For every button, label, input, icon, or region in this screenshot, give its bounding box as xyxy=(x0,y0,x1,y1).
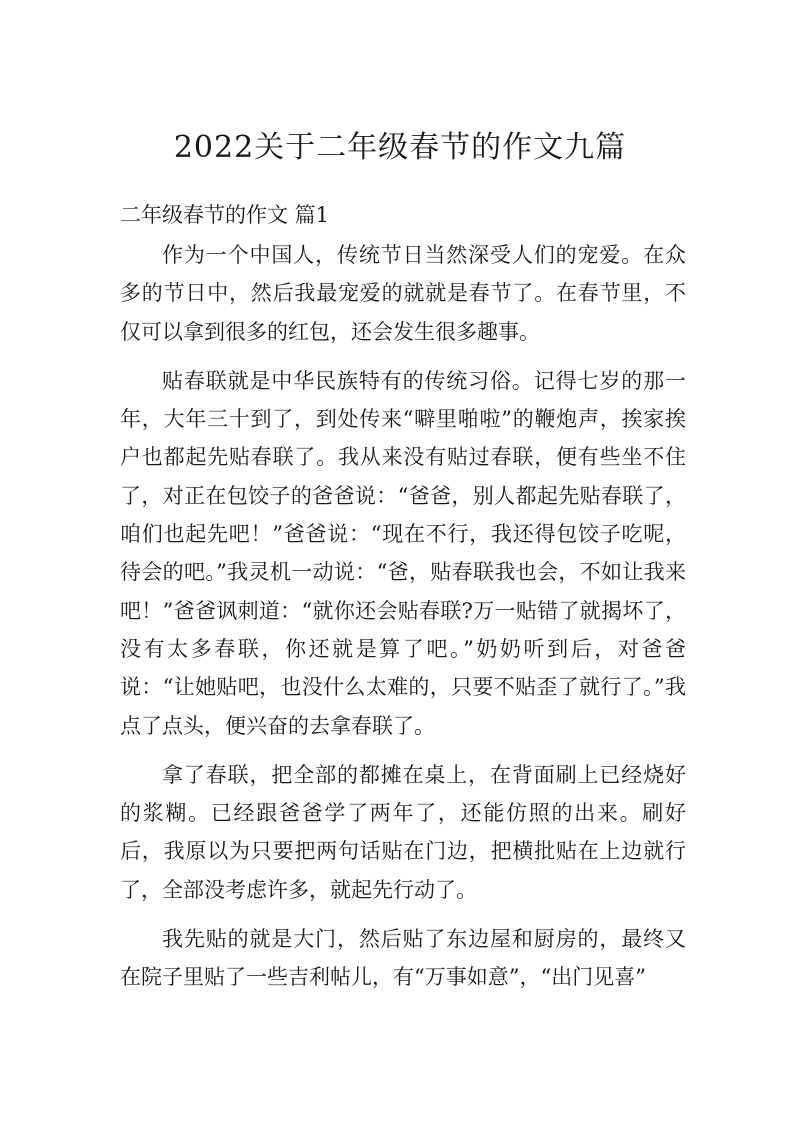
paragraph-3: 拿了春联，把全部的都摊在桌上，在背面刷上已经烧好的浆糊。已经跟爸爸学了两年了，还能仿照的出来。刷好后，我原以为只要把两句话贴在门边，把横批贴在上边就行了，全部没考虑许多，就起先行动了。 xyxy=(120,762,686,902)
paragraph-2: 贴春联就是中华民族特有的传统习俗。记得七岁的那一年，大年三十到了，到处传来“噼里啪啦”的鞭炮声，挨家挨户也都起先贴春联了。我从来没有贴过春联，便有些坐不住了，对正在包饺子的爸爸说：“爸爸，别人都起先贴春联了，咱们也起先吧！”爸爸说：“现在不行，我还得包饺子吃呢，待会的吧。”我灵机一动说：“爸，贴春联我也会，不如让我来吧！”爸爸讽刺道：“就你还会贴春联?万一贴错了就揭坏了，没有太多春联，你还就是算了吧。”奶奶听到后，对爸爸说：“让她贴吧，也没什么太难的，只要不贴歪了就行了。”我点了点头，便兴奋的去拿春联了。 xyxy=(120,368,686,738)
paragraph-4: 我先贴的就是大门，然后贴了东边屋和厨房的，最终又在院子里贴了一些吉利帖儿，有“万事如意”，“出门见喜” xyxy=(120,927,686,990)
section-heading: 二年级春节的作文 篇1 xyxy=(120,203,330,227)
document-body xyxy=(120,236,686,1008)
document-title: 2022关于二年级春节的作文九篇 xyxy=(173,130,627,165)
paragraph-1: 作为一个中国人，传统节日当然深受人们的宠爱。在众多的节日中，然后我最宠爱的就就是春节了。在春节里，不仅可以拿到很多的红包，还会发生很多趣事。 xyxy=(120,243,686,344)
